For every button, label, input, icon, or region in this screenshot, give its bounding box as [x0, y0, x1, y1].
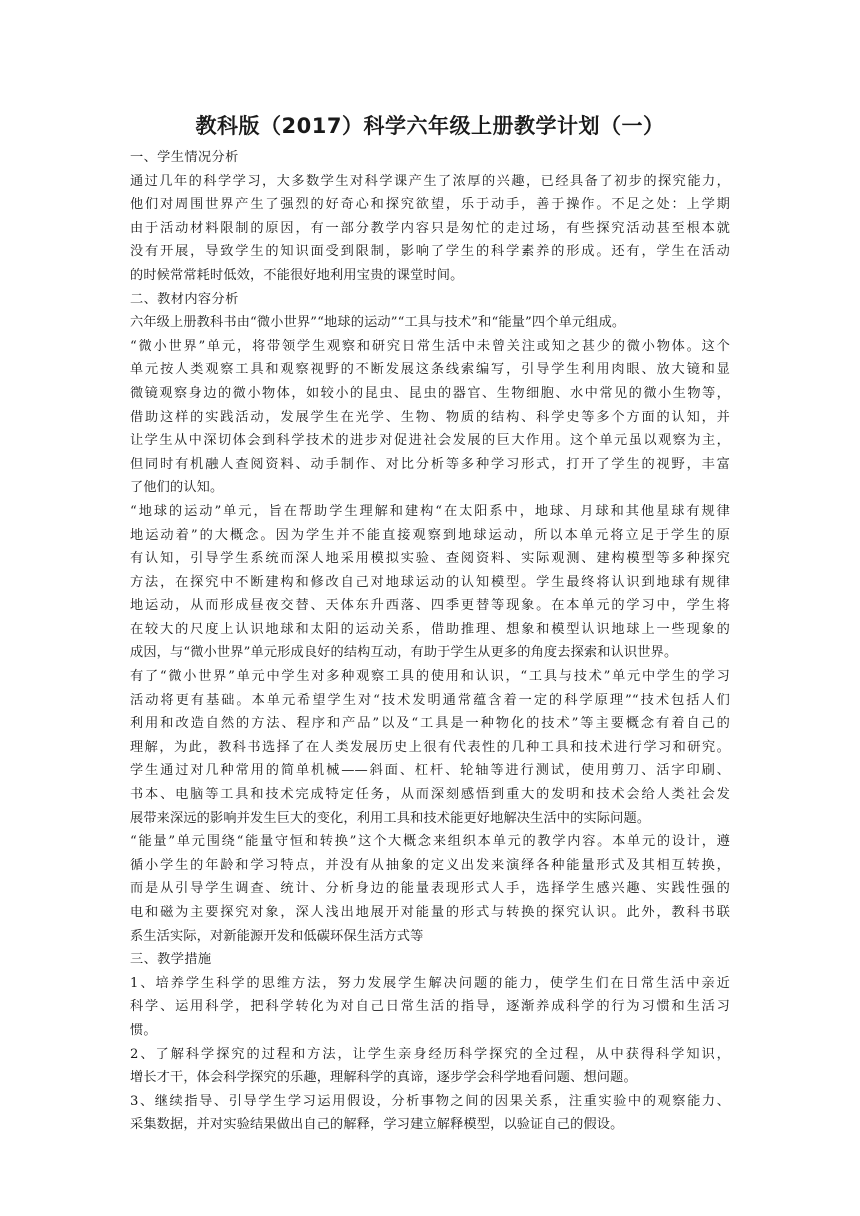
- text-line: 在较大的尺度上认识地球和太阳的运动关系，借助推理、想象和模型认识地球上一些现象的: [130, 621, 730, 637]
- text-line: 而是从引导学生调查、统计、分析身边的能量表现形式人手，选择学生感兴趣、实践性强的: [130, 881, 730, 897]
- text-line: 有认知，引导学生系统而深人地采用模拟实验、查阅资料、实际观测、建构模型等多种探究: [130, 551, 730, 567]
- text-line: 有了“微小世界”单元中学生对多种观察工具的使用和认识，“工具与技术”单元中学生的学习: [130, 669, 730, 685]
- document-body: [130, 146, 730, 1137]
- text-line: 循小学生的年龄和学习特点，并没有从抽象的定义出发来演绎各种能量形式及其相互转换，: [130, 857, 730, 873]
- text-line: 方法，在探究中不断建构和修改自己对地球运动的认知模型。学生最终将认识到地球有规律: [130, 574, 730, 590]
- document-title: 教科版（2017）科学六年级上册教学计划（一）: [195, 114, 665, 138]
- section: [130, 948, 730, 1137]
- section-heading: 一、学生情况分析: [130, 150, 239, 165]
- text-line: 没有开展，导致学生的知识面受到限制，影响了学生的科学素养的形成。还有，学生在活动: [130, 244, 730, 260]
- text-line: 由于活动材料限制的原因，有一部分教学内容只是匆忙的走过场，有些探究活动甚至根本就: [130, 220, 730, 236]
- section-heading: 三、教学措施: [130, 952, 212, 968]
- text-line: 3、继续指导、引导学生学习运用假设，分析事物之间的因果关系，注重实验中的观察能力、: [130, 1093, 730, 1109]
- paragraph: [130, 1043, 730, 1090]
- text-line: 他们对周围世界产生了强烈的好奇心和探究欲望，乐于动手，善于操作。不足之处：上学期: [130, 197, 730, 213]
- text-line: 惯。: [130, 1022, 157, 1038]
- paragraph: [130, 972, 730, 1043]
- text-line: 电和磁为主要探究对象，深人浅出地展开对能量的形式与转换的探究认识。此外，教科书联: [130, 905, 730, 920]
- text-line: 了他们的认知。: [130, 480, 224, 496]
- text-line: “地球的运动”单元，旨在帮助学生理解和建构“在太阳系中，地球、月球和其他星球有规律: [130, 503, 730, 519]
- text-line: 科学、运用科学，把科学转化为对自己日常生活的指导，逐渐养成科学的行为习惯和生活习: [130, 999, 730, 1015]
- paragraph: [130, 500, 730, 665]
- text-line: 但同时有机融人查阅资料、动手制作、对比分析等多种学习形式，打开了学生的视野，丰富: [130, 456, 730, 472]
- paragraph: [130, 665, 730, 830]
- text-line: 利用和改造自然的方法、程序和产品”以及“工具是一种物化的技术”等主要概念有着自己的: [130, 716, 730, 732]
- text-line: 书本、电脑等工具和技术完成特定任务，从而深刻感悟到重大的发明和技术会给人类社会发: [130, 787, 730, 803]
- text-line: 成因，与“微小世界”单元形成良好的结构互动，有助于学生从更多的角度去探索和认识世界。: [130, 645, 678, 661]
- paragraph: [130, 170, 730, 288]
- text-line: 地运动着”的大概念。因为学生并不能直接观察到地球运动，所以本单元将立足于学生的原: [130, 527, 730, 543]
- text-line: 1、培养学生科学的思维方法，努力发展学生解决问题的能力，使学生们在日常生活中亲近: [130, 975, 730, 991]
- text-line: 微镜观察身边的微小物体，如较小的昆虫、昆虫的器官、生物细胞、水中常见的微小生物等，: [130, 385, 730, 401]
- text-line: 学生通过对几种常用的简单机械——斜面、杠杆、轮轴等进行测试，使用剪刀、活字印刷、: [130, 763, 730, 779]
- text-line: 系生活实际，对新能源开发和低碳环保生活方式等: [130, 928, 424, 944]
- section: [130, 146, 730, 288]
- text-line: 增长才干，体会科学探究的乐趣，理解科学的真谛，逐步学会科学地看问题、想问题。: [130, 1070, 637, 1086]
- text-line: 采集数据，并对实验结果做出自己的解释，学习建立解释模型，以验证自己的假设。: [130, 1117, 624, 1133]
- text-line: 六年级上册教科书由“微小世界”“地球的运动”“工具与技术”和“能量”四个单元组成。: [130, 315, 626, 331]
- paragraph: [130, 830, 730, 948]
- paragraph: [130, 335, 730, 500]
- section: [130, 288, 730, 949]
- section-heading: 二、教材内容分析: [130, 291, 239, 307]
- text-line: 让学生从中深切体会到科学技术的进步对促进社会发展的巨大作用。这个单元虽以观察为主，: [130, 433, 730, 449]
- paragraph: [130, 311, 730, 335]
- text-line: 地运动，从而形成昼夜交替、天体东升西落、四季更替等现象。在本单元的学习中，学生将: [130, 598, 730, 614]
- text-line: 2、了解科学探究的过程和方法，让学生亲身经历科学探究的全过程，从中获得科学知识，: [130, 1046, 730, 1062]
- text-line: 的时候常常耗时低效，不能很好地利用宝贵的课堂时间。: [130, 267, 464, 283]
- text-line: 展带来深远的影响并发生巨大的变化，利用工具和技术能更好地解决生活中的实际问题。: [130, 810, 651, 826]
- text-line: “能量”单元围绕“能量守恒和转换”这个大概念来组织本单元的教学内容。本单元的设计，遵: [130, 834, 730, 850]
- text-line: 理解，为此，教科书选择了在人类发展历史上很有代表性的几种工具和技术进行学习和研究。: [130, 739, 730, 755]
- text-line: 活动将更有基础。本单元希望学生对“技术发明通常蕴含着一定的科学原理”“技术包括人们: [130, 692, 730, 708]
- text-line: 单元按人类观察工具和观察视野的不断发展这条线索编写，引导学生利用肉眼、放大镜和显: [130, 362, 730, 378]
- text-line: 借助这样的实践活动，发展学生在光学、生物、物质的结构、科学史等多个方面的认知，并: [130, 409, 730, 425]
- paragraph: [130, 1090, 730, 1137]
- document-page: [130, 112, 730, 1137]
- text-line: 通过几年的科学学习，大多数学生对科学课产生了浓厚的兴趣，已经具备了初步的探究能力，: [130, 173, 730, 189]
- text-line: “微小世界”单元，将带领学生观察和研究日常生活中未曾关注或知之甚少的微小物体。这个: [130, 338, 730, 354]
